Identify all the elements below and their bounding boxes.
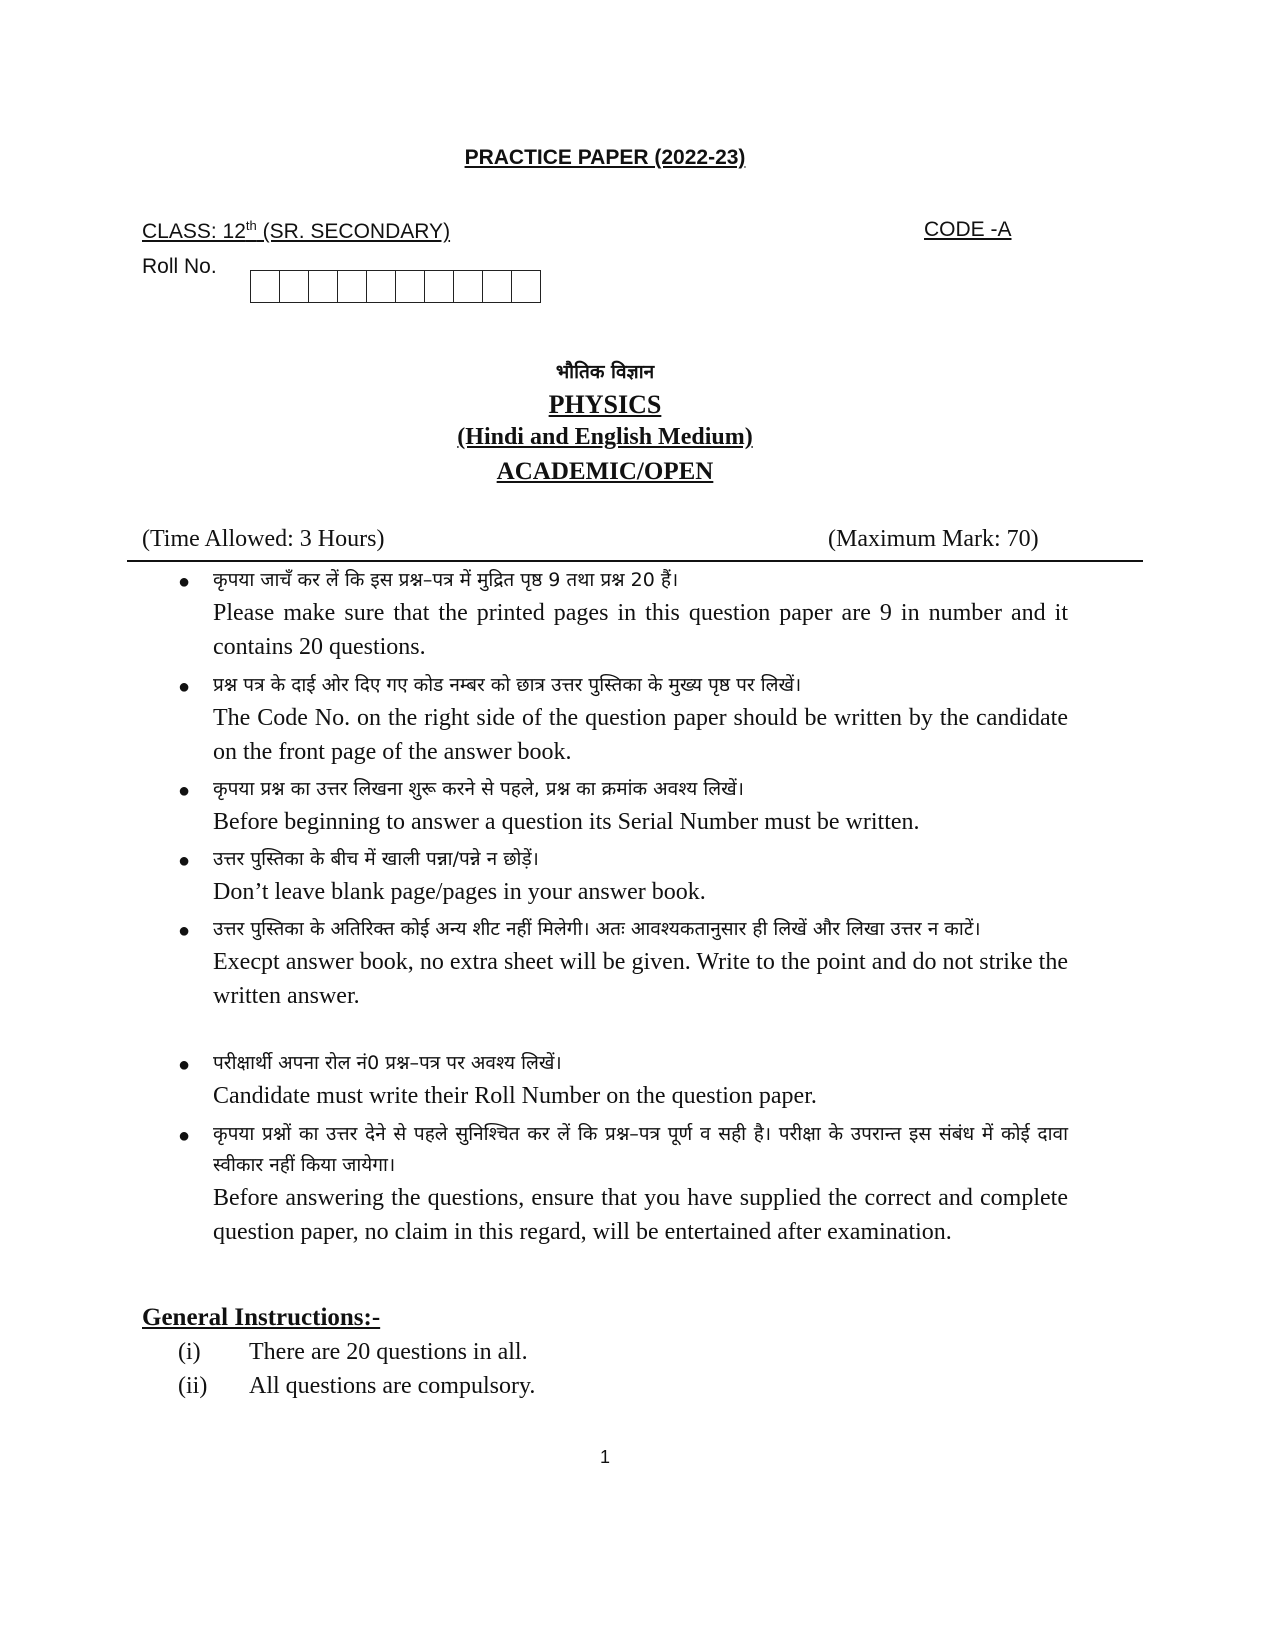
hindi-text: उत्तर पुस्तिका के बीच में खाली पन्ना/पन्ने न छोड़ें। — [213, 848, 539, 870]
instruction-bullet — [178, 844, 1068, 909]
hindi-text: परीक्षार्थी अपना रोल नं0 प्रश्न–पत्र पर अवश्य लिखें। — [213, 1052, 562, 1074]
hindi-text: कृपया जाचँ कर लें कि इस प्रश्न–पत्र में मुद्रित पृष्ठ 9 तथा प्रश्न 20 हैं। — [213, 569, 679, 591]
instruction-bullet — [178, 774, 1068, 839]
class-label — [142, 218, 450, 244]
hindi-text: उत्तर पुस्तिका के अतिरिक्त कोई अन्य शीट नहीं मिलेगी। अतः आवश्यकतानुसार ही लिखें और लिखा उत्तर न काटें। — [213, 918, 981, 940]
subject-name: PHYSICS — [548, 390, 662, 419]
bullet-icon: ● — [178, 571, 191, 593]
maximum-marks: (Maximum Mark: 70) — [828, 526, 1039, 552]
english-text: Please make sure that the printed pages in this question paper are 9 in number and it contains 20 questions. — [213, 600, 1068, 660]
english-text: Before beginning to answer a question its Serial Number must be written. — [213, 809, 920, 835]
instruction-bullet — [178, 914, 1068, 1013]
english-text: Before answering the questions, ensure that you have supplied the correct and complete question paper, no claim in this regard, will be entertained after examination. — [213, 1185, 1068, 1245]
instruction-bullet — [178, 1048, 1068, 1113]
item-text: All questions are compulsory. — [249, 1373, 536, 1399]
item-number: (ii) — [178, 1373, 208, 1399]
instruction-bullet — [178, 670, 1068, 769]
time-allowed: (Time Allowed: 3 Hours) — [142, 526, 385, 552]
general-instructions-heading: General Instructions:- — [142, 1304, 381, 1331]
english-text: The Code No. on the right side of the question paper should be written by the candidate on the front page of the answer book. — [213, 705, 1068, 765]
english-text: Don’t leave blank page/pages in your answer book. — [213, 879, 706, 905]
class-sup: th — [245, 218, 257, 233]
page-number: 1 — [599, 1447, 610, 1467]
roll-number-boxes[interactable] — [250, 270, 541, 303]
hindi-text: कृपया प्रश्नों का उत्तर देने से पहले सुनिश्चित कर लें कि प्रश्न–पत्र पूर्ण व सही है। परीक्षा के उपरान्त इस संबंध में कोई दावा स्वीकार नहीं किया जायेगा। — [213, 1123, 1068, 1176]
bullet-icon: ● — [178, 1054, 191, 1076]
instruction-bullet — [178, 565, 1068, 664]
hindi-text: कृपया प्रश्न का उत्तर लिखना शुरू करने से पहले, प्रश्न का क्रमांक अवश्य लिखें। — [213, 778, 744, 800]
paper-code: CODE -A — [924, 218, 1012, 241]
item-number: (i) — [178, 1339, 201, 1365]
subject-hindi: भौतिक विज्ञान — [555, 361, 655, 383]
subject-stream: ACADEMIC/OPEN — [496, 458, 714, 485]
bullet-icon: ● — [178, 920, 191, 942]
paper-title: PRACTICE PAPER (2022-23) — [464, 146, 746, 169]
bullet-icon: ● — [178, 676, 191, 698]
bullet-icon: ● — [178, 850, 191, 872]
subject-medium: (Hindi and English Medium) — [457, 424, 753, 450]
bullet-icon: ● — [178, 780, 191, 802]
class-text: CLASS: 12 — [142, 220, 246, 243]
class-rest: (SR. SECONDARY) — [256, 220, 451, 243]
english-text: Execpt answer book, no extra sheet will be given. Write to the point and do not strike the written answer. — [213, 949, 1068, 1009]
item-text: There are 20 questions in all. — [249, 1339, 528, 1365]
instruction-bullet — [178, 1119, 1068, 1249]
hindi-text: प्रश्न पत्र के दाई ओर दिए गए कोड नम्बर को छात्र उत्तर पुस्तिका के मुख्य पृष्ठ पर लिखें। — [213, 674, 802, 696]
bullet-icon: ● — [178, 1125, 191, 1147]
roll-label: Roll No. — [142, 255, 217, 278]
divider — [127, 560, 1143, 562]
english-text: Candidate must write their Roll Number on the question paper. — [213, 1083, 817, 1109]
